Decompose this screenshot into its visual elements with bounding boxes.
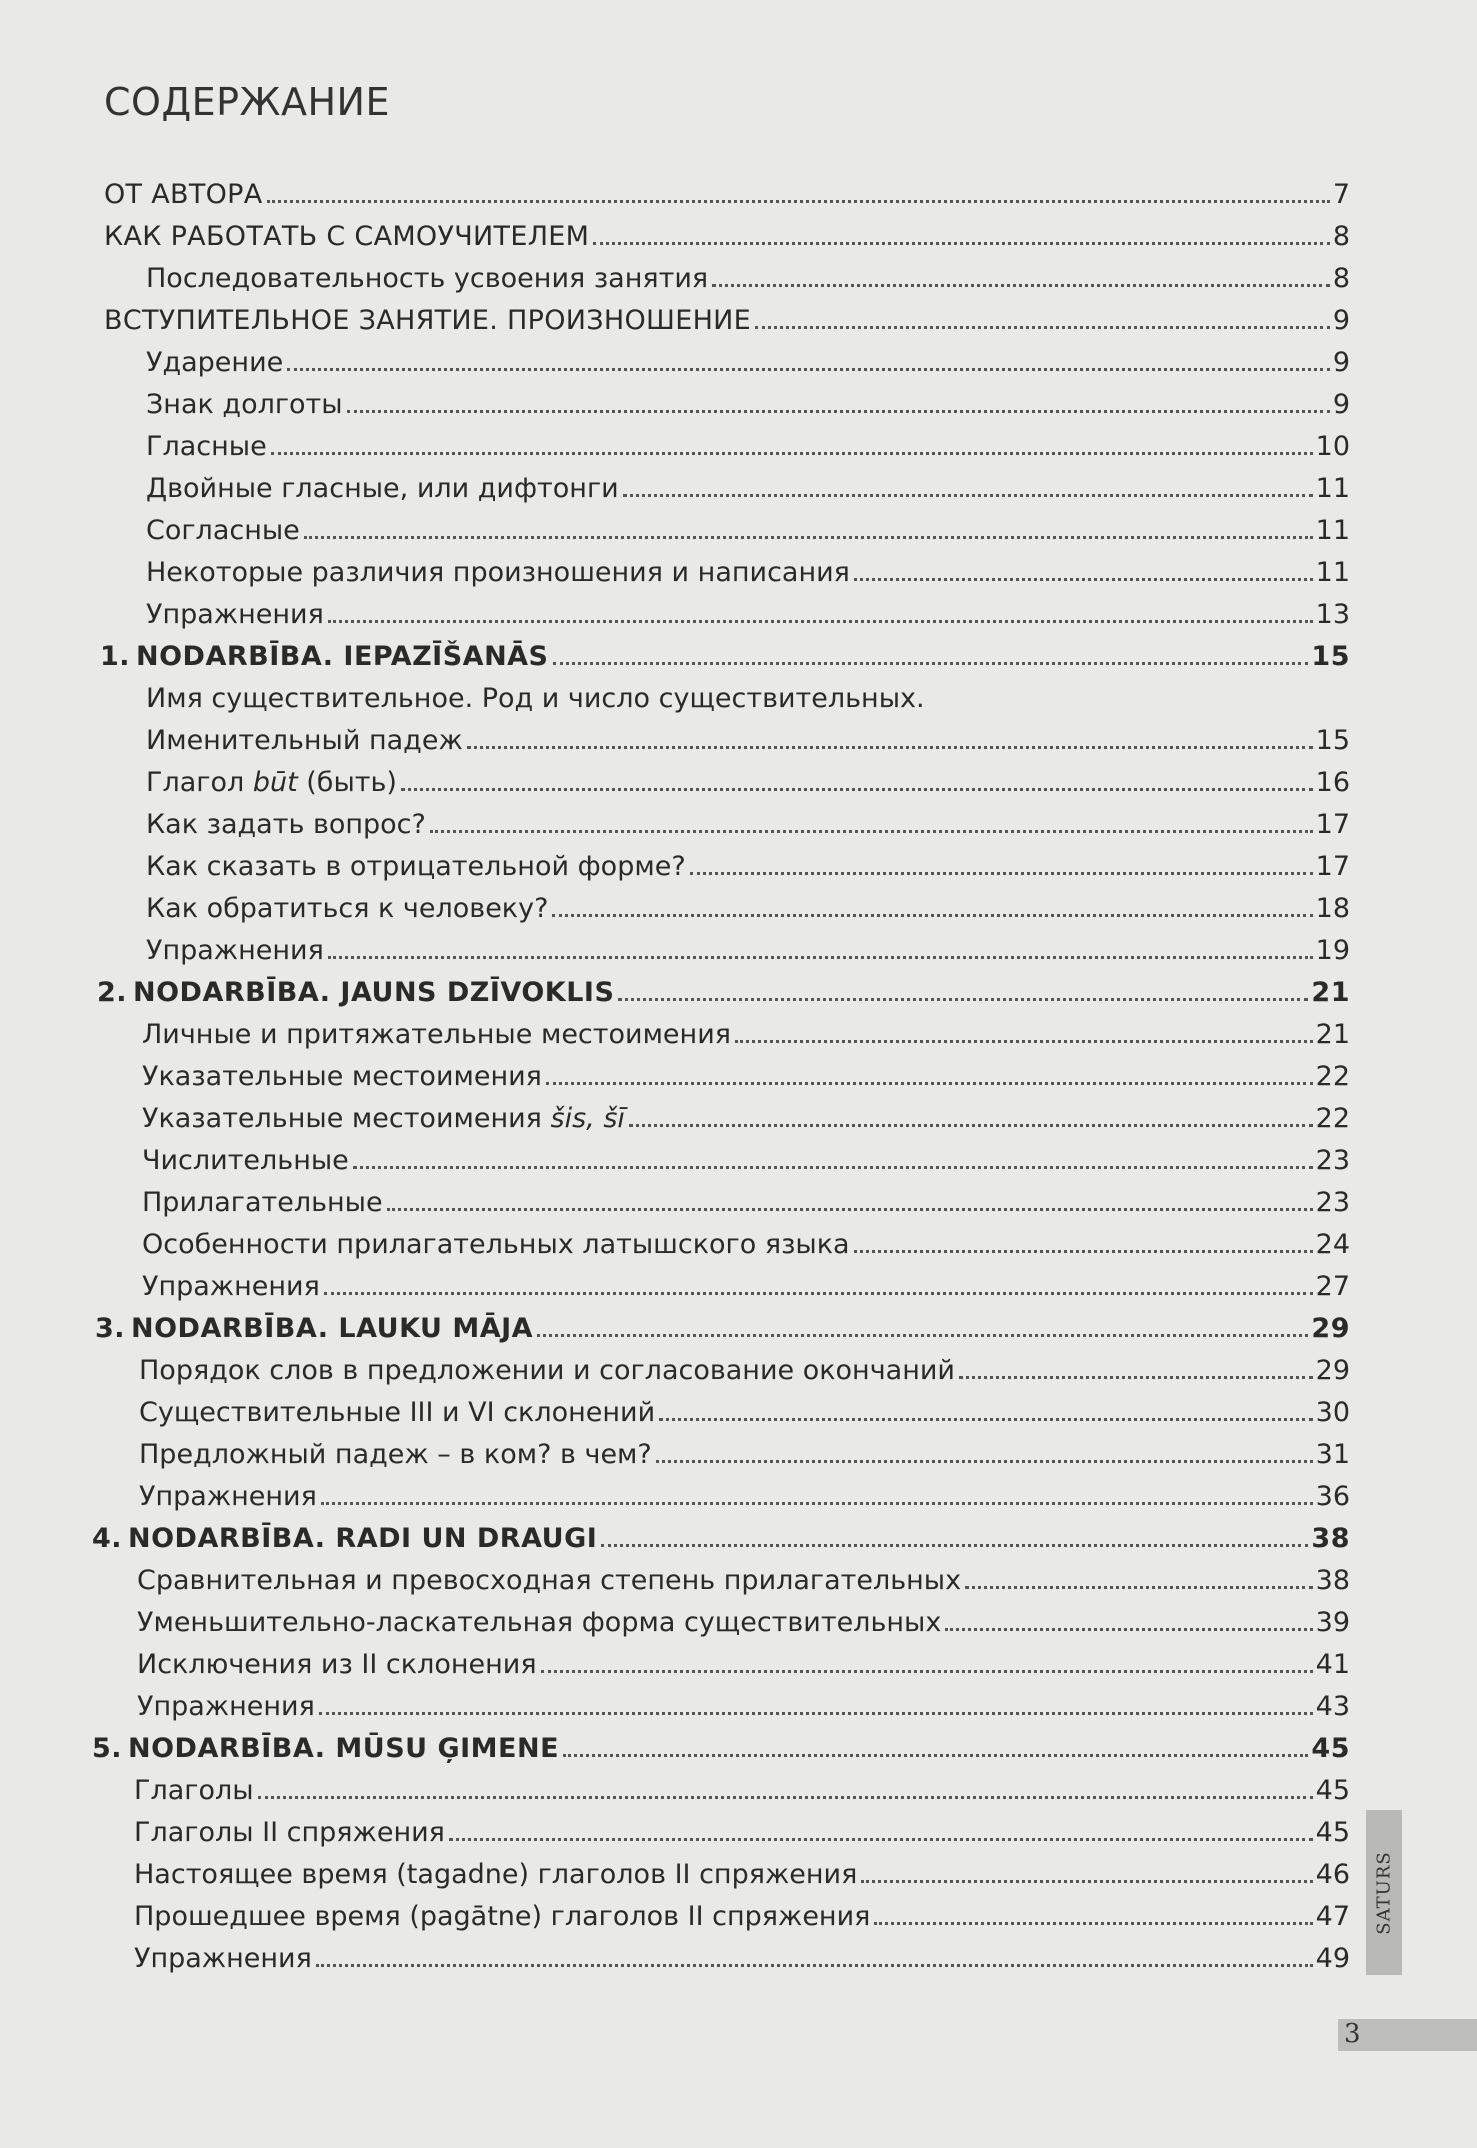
dot-leader [553,662,1309,665]
dot-leader [537,1334,1308,1337]
toc-page-number: 38 [1315,1565,1350,1596]
toc-page-number: 47 [1315,1901,1350,1932]
toc-entry-label [137,1650,537,1680]
dot-leader [321,1502,1313,1505]
toc-entry [146,506,1350,546]
toc-page-number: 49 [1315,1943,1350,1974]
toc-entry [104,170,1350,210]
toc-page-number: 21 [1315,1019,1350,1050]
toc-chapter-entry [100,632,1350,672]
toc-entry-text: Именительный падеж [146,725,463,756]
toc-entry [104,212,1350,252]
toc-entry [142,1010,1350,1050]
toc-entry [142,1052,1350,1092]
dot-leader [854,1250,1313,1253]
toc-entry-text: Существительные III и VI склонений [139,1397,656,1428]
section-tab-label: SATURS [1373,1850,1395,1935]
toc-entry-label [146,936,324,966]
toc-entry-text: Глаголы [134,1775,254,1806]
toc-entry [142,1220,1350,1260]
toc-entry-text: Порядок слов в предложении и согласование окончаний [139,1355,955,1386]
toc-entry-label [142,1020,731,1050]
toc-page-number: 24 [1315,1229,1350,1260]
toc-page-number: 13 [1315,599,1350,630]
toc-entry [146,338,1350,378]
toc-page-number: 11 [1315,473,1350,504]
dot-leader [541,1670,1313,1673]
toc-entry-text: Глаголы II спряжения [134,1817,445,1848]
dot-leader [629,1124,1313,1127]
dot-leader [304,536,1313,539]
chapter-number: 5. [92,1733,123,1764]
toc-page-number: 8 [1332,263,1350,294]
dot-leader [563,1754,1308,1757]
toc-entry-text: Двойные гласные, или дифтонги [146,473,619,504]
toc-entry [139,1388,1350,1428]
toc-page-number: 7 [1332,179,1350,210]
toc-entry [146,380,1350,420]
dot-leader [874,1922,1312,1925]
toc-page-number: 41 [1315,1649,1350,1680]
toc-entry-text: Уменьшительно-ласкательная форма существительных [137,1607,942,1638]
toc-entry-text: Как обратиться к человеку? [146,893,549,924]
toc-page-number: 19 [1315,935,1350,966]
toc-entry-text: Предложный падеж – в ком? в чем? [139,1439,652,1470]
toc-entry [134,1850,1350,1890]
toc-entry-label [134,1860,857,1890]
dot-leader [449,1838,1313,1841]
dot-leader [467,746,1313,749]
toc-entry-label [104,180,263,210]
toc-entry-text: Глагол būt (быть) [146,767,397,798]
toc-page-number: 45 [1315,1775,1350,1806]
toc-entry-text: NODARBĪBA. RADI UN DRAUGI [128,1523,598,1554]
dot-leader [735,1040,1313,1043]
toc-entry-text: Имя существительное. Род и число существительных. [146,683,925,714]
toc-entry-label [146,726,463,756]
toc-page-number: 29 [1311,1313,1350,1344]
toc-page-number: 8 [1332,221,1350,252]
toc-page-number: 30 [1315,1397,1350,1428]
toc-entry-text: Сравнительная и превосходная степень прилагательных [137,1565,962,1596]
toc-page-number: 45 [1311,1733,1350,1764]
toc-page-number: 17 [1315,851,1350,882]
toc-page-number: 15 [1311,641,1350,672]
toc-page-number: 16 [1315,767,1350,798]
toc-entry [146,842,1350,882]
dot-leader [353,1166,1313,1169]
toc-entry-label [142,1188,383,1218]
dot-leader [546,1082,1313,1085]
dot-leader [387,1208,1313,1211]
toc-entry [146,548,1350,588]
toc-entry-label [95,1314,533,1344]
toc-entry-label [146,516,300,546]
toc-entry [146,254,1350,294]
toc-entry [146,800,1350,840]
toc-entry [146,758,1350,798]
dot-leader [690,872,1313,875]
toc-page-number: 29 [1315,1355,1350,1386]
toc-page-number: 43 [1315,1691,1350,1722]
toc-entry [139,1472,1350,1512]
toc-entry [146,716,1350,756]
toc-entry-label [146,390,343,420]
dot-leader [328,620,1313,623]
toc-page-number: 18 [1315,893,1350,924]
toc-entry [146,464,1350,504]
toc-entry-label [146,558,850,588]
dot-leader [959,1376,1313,1379]
toc-entry-text: Знак долготы [146,389,343,420]
toc-page-number: 38 [1311,1523,1350,1554]
toc-entry-label [146,432,267,462]
toc-entry-text: Упражнения [134,1943,312,1974]
dot-leader [659,1418,1313,1421]
toc-entry-text: Упражнения [146,935,324,966]
toc-entry-text: Упражнения [146,599,324,630]
toc-page-number: 17 [1315,809,1350,840]
toc-entry-label [139,1356,955,1386]
toc-entry-label [146,348,283,378]
toc-page-number: 21 [1311,977,1350,1008]
toc-entry-text: Исключения из II склонения [137,1649,537,1680]
toc-entry-label [104,306,751,336]
toc-entry-label [142,1230,850,1260]
toc-entry-label [142,1062,542,1092]
toc-entry [142,1178,1350,1218]
toc-page-number: 9 [1332,389,1350,420]
toc-entry-text: Согласные [146,515,300,546]
toc-entry [139,1430,1350,1470]
toc-page-number: 46 [1315,1859,1350,1890]
dot-leader [656,1460,1313,1463]
toc-entry-text: Ударение [146,347,284,378]
toc-entry-label [100,642,549,672]
toc-entry-label [146,810,426,840]
toc-entry-label [146,264,708,294]
toc-entry [137,1682,1350,1722]
toc-entry-text: ОТ АВТОРА [104,179,263,210]
toc-entry [134,1766,1350,1806]
toc-entry-label [104,222,589,252]
toc-entry-label [134,1902,870,1932]
dot-leader [755,326,1330,329]
toc-entry [146,926,1350,966]
dot-leader [623,494,1313,497]
toc-page-number: 11 [1315,515,1350,546]
toc-entry-label [137,1608,941,1638]
toc-entry-text: NODARBĪBA. LAUKU MĀJA [131,1313,534,1344]
toc-entry-label [137,1566,961,1596]
toc-page-number: 45 [1315,1817,1350,1848]
toc-entry [142,1136,1350,1176]
toc-page-number: 31 [1315,1439,1350,1470]
toc-entry-label [142,1272,320,1302]
toc-entry [104,296,1350,336]
dot-leader [287,368,1330,371]
toc-entry-label [142,1146,349,1176]
toc-entry-text: Личные и притяжательные местоимения [142,1019,731,1050]
dot-leader [430,830,1313,833]
toc-entry [146,422,1350,462]
dot-leader [258,1796,1313,1799]
toc-entry-text: Прошедшее время (pagātne) глаголов II спряжения [134,1901,871,1932]
toc-entry-label [134,1818,445,1848]
toc-entry-label [142,1104,625,1134]
toc-entry-label [137,1692,315,1722]
dot-leader [601,1544,1308,1547]
toc-entry [137,1640,1350,1680]
toc-entry-text: Числительные [142,1145,349,1176]
toc-entry [134,1892,1350,1932]
page-title: СОДЕРЖАНИЕ [104,80,390,124]
toc-entry-text: ВСТУПИТЕЛЬНОЕ ЗАНЯТИЕ. ПРОИЗНОШЕНИЕ [104,305,752,336]
toc-entry [137,1556,1350,1596]
toc-entry-label [146,768,397,798]
toc-entry-label [146,894,548,924]
toc-page-number: 23 [1315,1187,1350,1218]
toc-page-number: 9 [1332,305,1350,336]
toc-entry-text: Некоторые различия произношения и написания [146,557,850,588]
toc-entry [142,1262,1350,1302]
toc-page-number: 15 [1315,725,1350,756]
toc-entry-label [92,1734,559,1764]
dot-leader [319,1712,1313,1715]
dot-leader [618,998,1308,1001]
chapter-number: 2. [97,977,128,1008]
toc-entry-text: Как сказать в отрицательной форме? [146,851,686,882]
toc-entry-label [146,684,925,714]
toc-entry-label [139,1440,652,1470]
toc-entry-text: Указательные местоимения šis, šī [142,1103,625,1134]
toc-entry [134,1934,1350,1974]
toc-page-number: 23 [1315,1145,1350,1176]
toc-page-number: 39 [1315,1607,1350,1638]
toc-entry [139,1346,1350,1386]
dot-leader [267,200,1330,203]
chapter-number: 1. [100,641,131,672]
toc-entry-text: КАК РАБОТАТЬ С САМОУЧИТЕЛЕМ [104,221,590,252]
toc-entry-label [139,1398,655,1428]
toc-chapter-entry [92,1724,1350,1764]
dot-leader [316,1964,1313,1967]
toc-page-number: 27 [1315,1271,1350,1302]
dot-leader [401,788,1313,791]
dot-leader [712,284,1330,287]
toc-entry-text: Упражнения [139,1481,317,1512]
dot-leader [347,410,1330,413]
dot-leader [861,1880,1312,1883]
toc-page-number: 9 [1332,347,1350,378]
toc-entry-label [92,1524,597,1554]
toc-entry-text: Последовательность усвоения занятия [146,263,709,294]
toc-page-number: 11 [1315,557,1350,588]
toc-entry [142,1094,1350,1134]
toc-chapter-entry [92,1514,1350,1554]
chapter-number: 4. [92,1523,123,1554]
toc-entry-text: Особенности прилагательных латышского языка [142,1229,850,1260]
toc-entry-text: NODARBĪBA. JAUNS DZĪVOKLIS [133,977,615,1008]
toc-entry [134,1808,1350,1848]
toc-page-number: 36 [1315,1481,1350,1512]
toc-page-number: 22 [1315,1061,1350,1092]
toc-entry [146,674,1350,714]
toc-entry-text: Настоящее время (tagadne) глаголов II спряжения [134,1859,858,1890]
toc-entry-text: NODARBĪBA. MŪSU ĢIMENE [128,1733,560,1764]
toc-entry-text: Упражнения [137,1691,315,1722]
toc-chapter-entry [95,1304,1350,1344]
toc-entry-label [97,978,614,1008]
page-number: 3 [1344,2019,1361,2049]
toc-entry-label [146,852,686,882]
toc-entry-label [134,1776,254,1806]
toc-entry-text: NODARBĪBA. IEPAZĪŠANĀS [136,641,549,672]
toc-page-number: 10 [1315,431,1350,462]
section-tab [1366,1810,1402,1975]
toc-entry [146,590,1350,630]
toc-entry-text: Как задать вопрос? [146,809,426,840]
dot-leader [324,1292,1313,1295]
dot-leader [552,914,1312,917]
dot-leader [593,242,1330,245]
dot-leader [271,452,1313,455]
toc-entry-label [146,474,619,504]
dot-leader [965,1586,1313,1589]
chapter-number: 3. [95,1313,126,1344]
toc-entry [137,1598,1350,1638]
toc-entry-text: Гласные [146,431,267,462]
toc-entry-label [146,600,324,630]
dot-leader [328,956,1313,959]
toc-entry-text: Прилагательные [142,1187,383,1218]
toc-entry-text: Указательные местоимения [142,1061,542,1092]
toc-entry-label [139,1482,317,1512]
toc-entry [146,884,1350,924]
dot-leader [854,578,1313,581]
dot-leader [945,1628,1312,1631]
toc-chapter-entry [97,968,1350,1008]
toc-entry-label [134,1944,312,1974]
toc-entry-text: Упражнения [142,1271,320,1302]
toc-page-number: 22 [1315,1103,1350,1134]
